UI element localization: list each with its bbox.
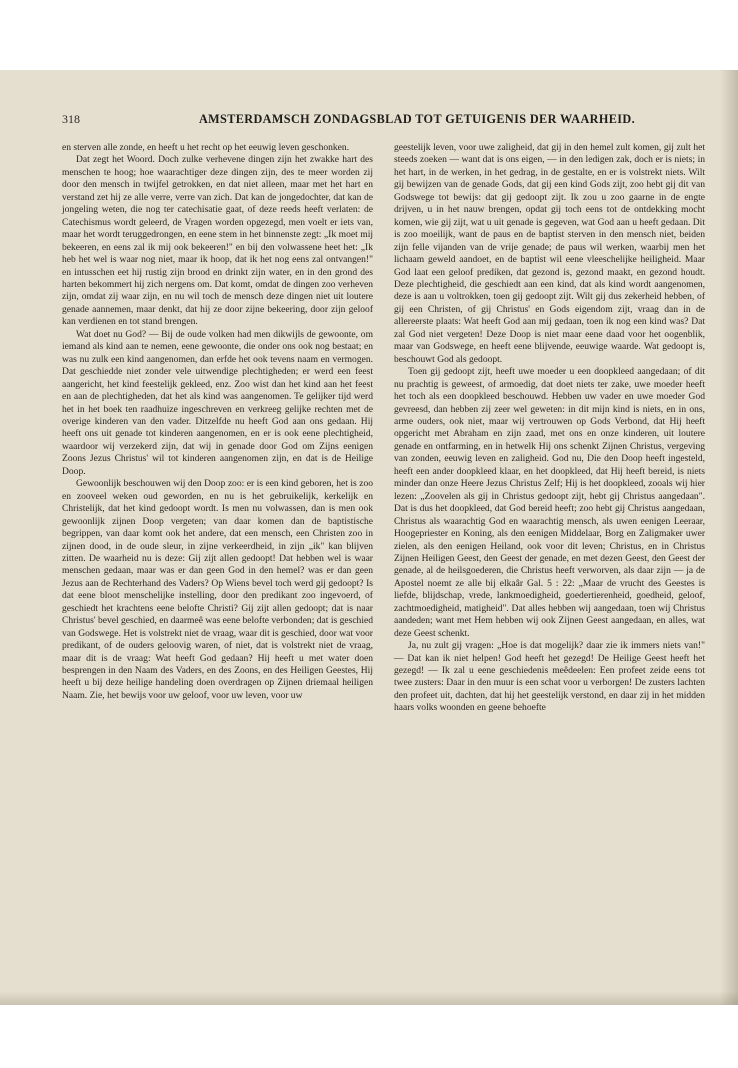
right-column (394, 142, 705, 715)
paragraph: Dat zegt het Woord. Doch zulke verhevene dingen zijn het zwakke hart des menschen te hoog; hoe waarachtiger deze dingen zijn, des te meer worden zij door den mensch in twijfel getrokken, en dat niet alleen, maar met het hart en verstand zet hij ze alle verre, verre van zich. Dat kan de jongedochter, dat kan de jongeling weten, die nog ter catechisatie gaat, of deze reeds heeft verlaten: de Catechismus wordt geleerd, de Vragen worden opgezegd, men voelt er iets van, maar het wordt teruggedrongen, en eene stem in het binnenste zegt: „Ik moet mij bekeeren, en eens zal ik mij ook bekeeren!" en bij den volwassene heet het: „Ik heb het wel is waar nog niet, maar ik hoop, dat ik het nog eens zal ontvangen!" en intusschen eet hij rustig zijn brood en drinkt zijn water, en in den grond des harten bekommert hij zich nergens om. Dat komt, omdat de dingen zoo verheven zijn, omdat zij waar zijn, en nu wil toch de mensch deze dingen niet uit loutere genade aannemen, maar denkt, dat hij ze door zijne bekeering, door zijn geloof kan verdienen en tot stand brengen. (62, 154, 373, 328)
paragraph: geestelijk leven, voor uwe zaligheid, dat gij in den hemel zult komen, gij zult het steeds zoeken — want dat is ons eigen, — in den ledigen zak, doch er is niets; in het hart, in de werken, in het gedrag, in de gestalte, en er is volstrekt niets. Wilt gij bewijzen van de genade Gods, dat gij een kind Gods zijt, zoo hebt gij dit van Godswege tot bewijs: dat gij gedoopt zijt. Ik zou u zoo gaarne in de engte drijven, u in het nauw brengen, opdat gij toch eens tot de ontdekking mocht komen, wie gij zijt, wat u uit genade is gegeven, wat God aan u heeft gedaan. Dit is zoo moeilijk, want de paus en de baptist sterven in den mensch niet, beiden zijn felle vijanden van de vrije genade; de paus wil werken, waarbij men het lichaam geweld aandoet, en de baptist wil eene vleeschelijke heiligheid. Maar God laat een geloof prediken, dat gezond is, gezond maakt, en gezond houdt. Deze plechtigheid, die geschiedt aan een kind, dat als kind wordt aangenomen, deze is aan u voltrokken, toen gij gedoopt zijt. Wilt gij dus zekerheid hebben, of gij een Christen, of gij Christus' en Gods eigendom zijt, vraag dan in de allereerste plaats: Wat heeft God aan mij gedaan, toen ik nog een kind was? Dat zal God niet vergeten! Deze Doop is niet maar eene daad voor het oogenblik, maar van Godswege, en heeft eene blijvende, eeuwige waarde. Wat gedoopt is, beschouwt God als gedoopt. (394, 142, 705, 365)
left-column (62, 142, 373, 702)
paragraph: en sterven alle zonde, en heeft u het recht op het eeuwig leven geschonken. (62, 142, 350, 153)
page-bottom-shadow (0, 991, 738, 1005)
page-header (62, 112, 696, 128)
paragraph: Gewoonlijk beschouwen wij den Doop zoo: er is een kind geboren, het is zoo en zooveel weken oud geworden, en nu is het gebruikelijk, kerkelijk en Christelijk, dat het kind gedoopt wordt. Is men nu volwassen, dan is men ook gewoonlijk zijnen Doop vergeten; van daar komen dan de baptistische begrippen, van daar komt ook het andere, dat een mensch, een Christen zoo in zijnen dood, in de oude sleur, in zijne verkeerdheid, in zijn „ik" kan blijven zitten. De waarheid nu is deze: Gij zijt allen gedoopt! Dat hebben wel is waar menschen gedaan, maar was er dan geen God in den hemel? was er dan geen Jezus aan de Rechterhand des Vaders? Op Wiens bevel toch werd gij gedoopt? Is dat eene bloot menschelijke instelling, door den predikant zoo ingevoerd, of geschiedt het krachtens eene belofte Christi? Gij zijt allen gedoopt; dat is naar Christus' bevel geschied, en daarmeê was eene belofte verbonden; dat is geschied van Godswege. Het is volstrekt niet de vraag, waar dit is geschied, door wat voor predikant, of de ouders geloovig waren, of niet, dat is volstrekt niet de vraag, maar dit is de vraag: Wat heeft God gedaan? Hij heeft u met water doen besprengen in den Naam des Vaders, en des Zoons, en des Heiligen Geestes, Hij heeft u bij deze heilige handeling doen overdragen op Zijnen driemaal heiligen Naam. Zie, het bewijs voor uw geloof, voor uw leven, voor uw (62, 478, 373, 701)
paragraph: Ja, nu zult gij vragen: „Hoe is dat mogelijk? daar zie ik immers niets van!" — Dat kan ik niet helpen! God heeft het gezegd! De Heilige Geest heeft het gezegd! — Ik zal u eene geschiedenis meêdeelen: Een profeet zeide eens tot twee zusters: Daar in den muur is een schat voor u verborgen! De zusters lachten den profeet uit, dachten, dat hij het geestelijk verstond, en daar zij in het midden haars volks woonden en geene behoefte (394, 640, 705, 714)
page-number: 318 (62, 112, 80, 126)
page-edge-shadow (720, 70, 738, 1005)
book-page (0, 70, 738, 1005)
running-title: AMSTERDAMSCH ZONDAGSBLAD TOT GETUIGENIS DER WAARHEID. (198, 112, 636, 126)
paragraph: Wat doet nu God? — Bij de oude volken had men dikwijls de gewoonte, om iemand als kind aan te nemen, eene gewoonte, die onder ons ook nog bestaat; en was nu zulk een kind aangenomen, dan erfde het ook tevens naam en vermogen. Dat geschiedde niet zonder vele uitwendige plechtigheden; er werd een feest aangericht, het kind feestelijk gekleed, enz. Zoo wist dan het kind aan het feest en aan de plechtigheden, dat het als kind was aangenomen. Te gelijker tijd werd het in het boek ten raadhuize ingeschreven en verkreeg gelijke rechten met de overige kinderen van den vader. Ditzelfde nu heeft God aan ons gedaan. Hij heeft ons uit genade tot kinderen aangenomen, en er is ook eene plechtigheid, waardoor wij verzekerd zijn, dat wij in genade door God om Zijns eenigen Zoons Jezus Christus' wil tot kinderen aangenomen zijn, en dat is de Heilige Doop. (62, 328, 373, 477)
paragraph: Toen gij gedoopt zijt, heeft uwe moeder u een doopkleed aangedaan; of dit nu prachtig is geweest, of armoedig, dat doet niets ter zake, uwe moeder heeft het toch als een doopkleed beschouwd. Hebben uw vader en uwe moeder God gevreesd, dan hebben zij zeer wel geweten: in dit mijn kind is niets, en in ons, arme ouders, ook niet, maar wij vertrouwen op Gods Verbond, dat Hij heeft opgericht met Abraham en zijn zaad, met ons en onze kinderen, uit loutere genade en ontfarming, en in hetwelk Hij ons schenkt Zijnen Christus, vergeving van zonden, eeuwig leven en zaligheid. God nu, Die den Doop heeft ingesteld, heeft een ander doopkleed klaar, en het doopkleed, dat Hij heeft bereid, is niets minder dan onze Heere Jezus Christus Zelf; Hij is het doopkleed, zooals wij hier lezen: „Zoovelen als gij in Christus gedoopt zijt, hebt gij Christus aangedaan". Dat is dus het doopkleed, dat God bereid heeft; zoo hebt gij Christus aangedaan, Christus als waarachtig God en waarachtig mensch, als uwen eenigen Leeraar, Hoogepriester en Koning, als den eenigen Middelaar, Borg en Zaligmaker uwer zielen, als den eenigen Heiland, ook voor dit leven; Christus, en in Christus Zijnen Heiligen Geest, den Geest der genade, en met dezen Geest, den Geest der genade, al de heilsgoederen, die Christus heeft verworven, als daar zijn — ja de Apostel noemt ze alle bij elkaâr Gal. 5 : 22: „Maar de vrucht des Geestes is liefde, blijdschap, vrede, lankmoedigheid, goedertierenheid, goedheid, geloof, zachtmoedigheid, matigheid". Dat alles hebben wij aangedaan, toen wij Christus aandeden; want met Hem hebben wij ook Zijnen Geest aangedaan, en alles, wat deze Geest schenkt. (394, 366, 705, 639)
